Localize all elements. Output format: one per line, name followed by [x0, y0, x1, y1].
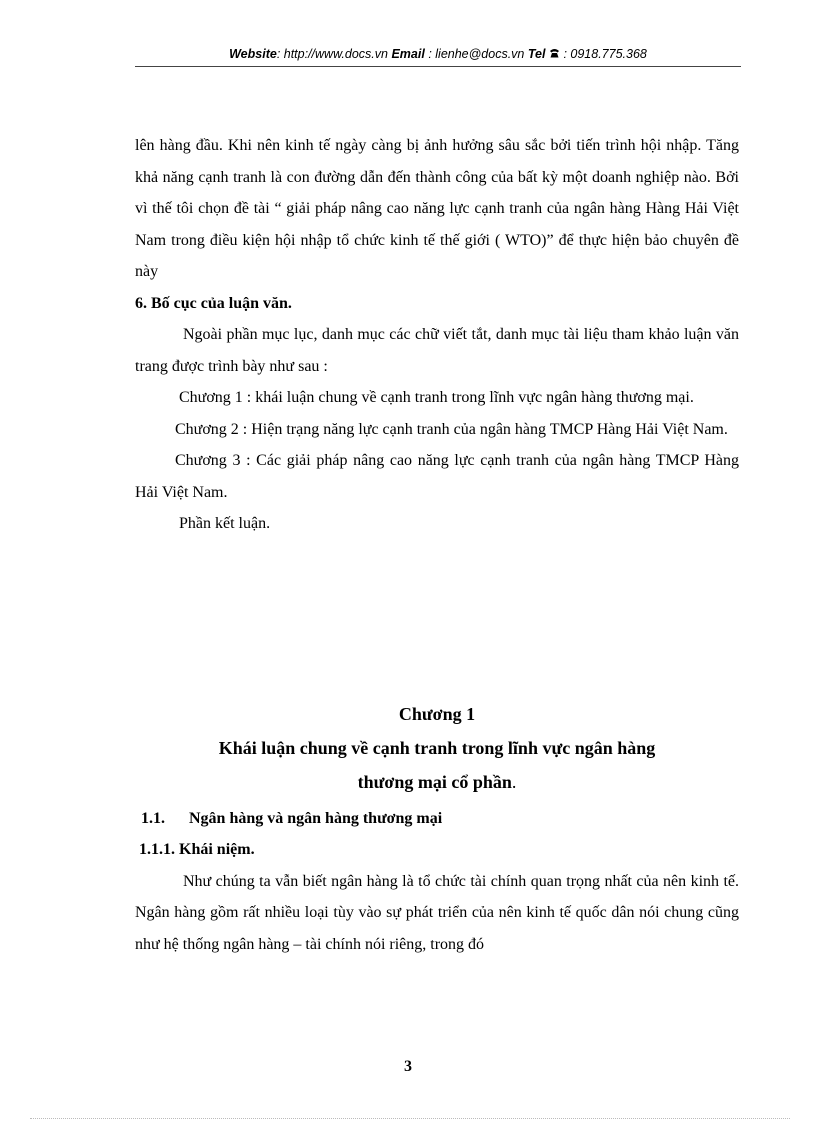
phone-icon	[549, 47, 563, 61]
section-1-1-heading	[135, 803, 739, 835]
page-bottom-border	[30, 1118, 790, 1119]
intro-paragraph: lên hàng đầu. Khi nên kinh tế ngày càng bị ảnh hưởng sâu sắc bởi tiến trình hội nhập. Tăng khả năng cạnh tranh là con đường dẫn đến thành công của bất kỳ một doanh nghiệp nào. Bởi vì thế tôi chọn đề tài “ giải pháp nâng cao năng lực cạnh tranh của ngân hàng Hàng Hải Việt Nam trong điều kiện hội nhập tổ chức kinh tế thế giới ( WTO)” để thực hiện bảo chuyên đề này	[135, 137, 739, 280]
body-paragraph: Như chúng ta vẫn biết ngân hàng là tổ chức tài chính quan trọng nhất của nên kinh tế. Ngân hàng gồm rất nhiều loại tùy vào sự phát triển của nên kinh tế quốc dân nói chung cũng như hệ thống ngân hàng – tài chính nói riêng, trong đó	[135, 872, 739, 953]
conclusion-entry: Phần kết luận.	[179, 515, 271, 532]
chapter-title-period: .	[511, 771, 517, 792]
tel-value: : 0918.775.368	[563, 47, 647, 61]
chapter-title-line-1: Khái luận chung về cạnh tranh trong lĩnh vực ngân hàng	[218, 737, 656, 758]
section-1-1-1-heading: 1.1.1. Khái niệm.	[139, 841, 255, 858]
chapter-2-entry: Chương 2 : Hiện trạng năng lực cạnh tranh của ngân hàng TMCP Hàng Hải Việt Nam.	[175, 420, 728, 438]
tel-label: Tel	[527, 47, 546, 61]
chapter-title-text: thương mại cổ phần	[357, 771, 512, 792]
section-1-1-number: 1.1.	[141, 809, 165, 827]
email-value: : lienhe@docs.vn	[428, 47, 525, 61]
email-label: Email	[391, 47, 425, 61]
chapter-number: Chương 1	[398, 703, 476, 724]
chapter-title-line-2	[135, 765, 739, 799]
website-label: Website	[229, 47, 277, 61]
page-number: 3	[404, 1058, 412, 1075]
chapter-3-entry: Chương 3 : Các giải pháp nâng cao năng lực cạnh tranh của ngân hàng TMCP Hàng Hải Việt Nam.	[135, 452, 739, 501]
section-6-heading: 6. Bố cục của luận văn.	[135, 294, 292, 312]
section-1-1-title: Ngân hàng và ngân hàng thương mại	[189, 809, 443, 827]
header-divider	[135, 66, 741, 67]
website-value: : http://www.docs.vn	[276, 47, 388, 61]
section-6-intro: Ngoài phần mục lục, danh mục các chữ viết tắt, danh mục tài liệu tham khảo luận văn trang được trình bày như sau :	[135, 326, 739, 375]
chapter-1-entry: Chương 1 : khái luận chung về cạnh tranh trong lĩnh vực ngân hàng thương mại.	[179, 389, 694, 406]
document-body	[135, 130, 739, 960]
page-header	[135, 47, 741, 61]
